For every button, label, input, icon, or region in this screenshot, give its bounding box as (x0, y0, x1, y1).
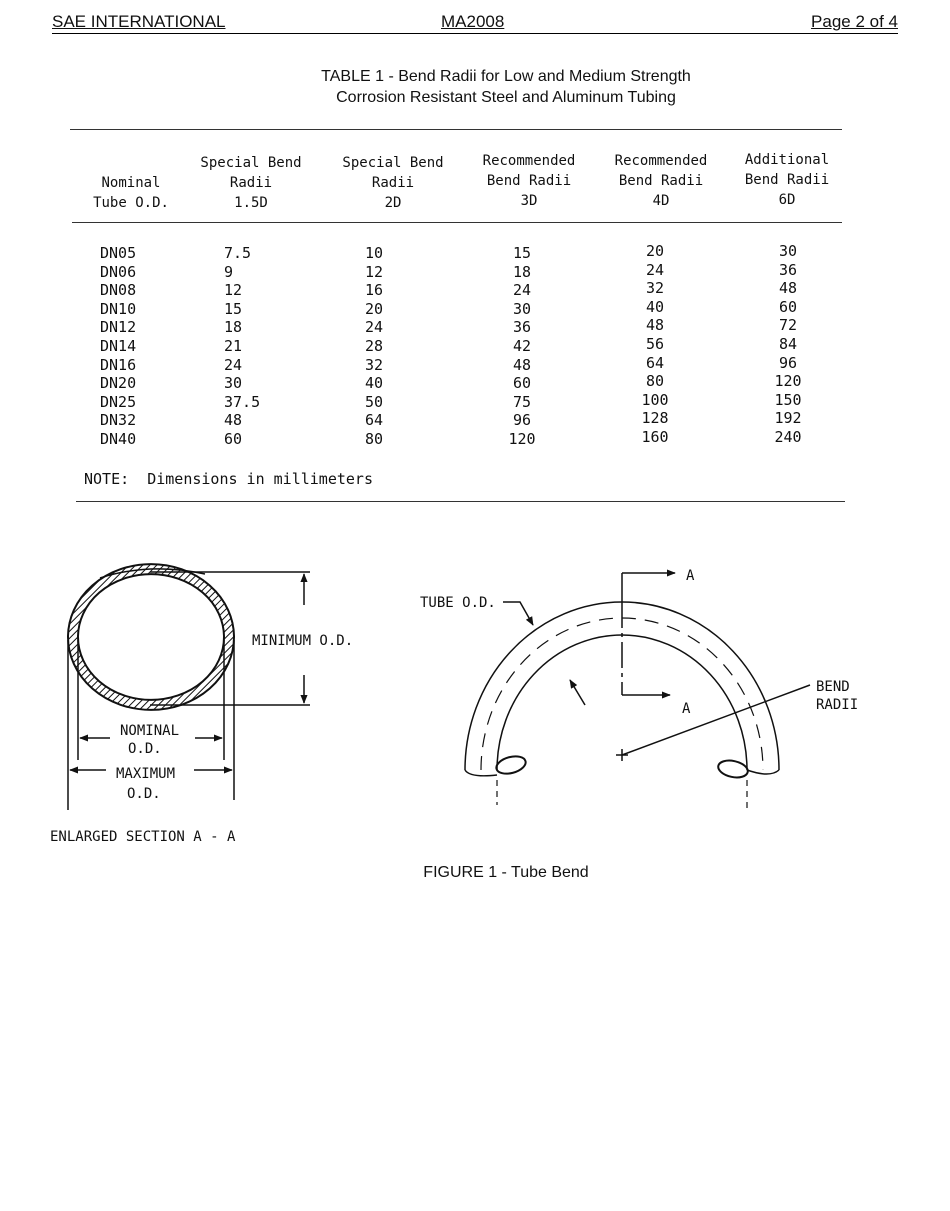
tube-end-left (494, 753, 527, 776)
table-cell: DN40 (100, 429, 137, 448)
table-cell: 12 (224, 281, 243, 300)
column-header-2d: Special Bend Radii 2D (342, 155, 444, 211)
table-cell: DN25 (100, 392, 137, 411)
table-cell: 48 (645, 316, 665, 335)
note-text: Dimensions in millimeters (147, 470, 373, 488)
table-title-line2: Corrosion Resistant Steel and Aluminum Tubing (336, 89, 676, 106)
table-cell: 40 (364, 374, 384, 393)
table-cell: 24 (645, 260, 665, 279)
nominal-label-1: NOMINAL (120, 723, 180, 739)
table-cell: 36 (512, 318, 532, 337)
table-cell: 50 (364, 392, 384, 411)
table-cell: DN10 (100, 299, 137, 318)
table-cell: 30 (778, 242, 798, 260)
table-cell: 120 (774, 372, 802, 391)
minimum-od-label: MINIMUM O.D. (252, 633, 354, 649)
table-cell: DN12 (100, 318, 137, 337)
table-cell: 75 (512, 392, 532, 411)
table-cell: 48 (224, 411, 243, 430)
column-header-nominal: Nominal Tube O.D. (93, 175, 169, 211)
table-cell: 120 (508, 429, 536, 448)
table-cell: DN08 (100, 281, 137, 300)
table-cell: 60 (512, 374, 532, 393)
column-header-4d: Recommended Bend Radii 4D (614, 153, 708, 209)
tube-od-label: TUBE O.D. (420, 595, 496, 611)
header-doc-id: MA2008 (441, 12, 505, 31)
table-cell: 240 (774, 427, 802, 446)
table-cell: 10 (364, 244, 384, 262)
maximum-label-2: O.D. (127, 786, 161, 802)
table-cell: 42 (512, 336, 532, 355)
table-cell: 24 (364, 318, 384, 337)
table-cell: DN05 (100, 244, 137, 262)
table-cell: 18 (512, 262, 532, 281)
table-cell: 60 (224, 429, 243, 448)
table-cell: 32 (645, 279, 665, 298)
table-cell: 36 (778, 260, 798, 279)
table-cell: 192 (774, 409, 802, 428)
table-cell: DN06 (100, 262, 137, 281)
table-cell: 37.5 (224, 392, 261, 411)
table-cell: 16 (364, 281, 384, 300)
table-cell: DN32 (100, 411, 137, 430)
table-cell: 48 (512, 355, 532, 374)
table-cell: 24 (224, 355, 243, 374)
table-cell: 48 (778, 279, 798, 298)
table-cell: 64 (364, 411, 384, 430)
table-cell: 28 (364, 336, 384, 355)
table-cell: 30 (224, 374, 243, 393)
section-mark-top: A (686, 568, 695, 584)
table-cell: 128 (641, 409, 669, 428)
column-header-3d: Recommended Bend Radii 3D (482, 153, 576, 209)
table-cell: 20 (364, 299, 384, 318)
table-cell: 150 (774, 390, 802, 409)
table-cell: 15 (224, 299, 243, 318)
table-cell: 100 (641, 390, 669, 409)
table-cell: 15 (512, 244, 532, 262)
table-cell: 64 (645, 353, 665, 372)
tube-wall-section (68, 564, 234, 710)
table-cell: 72 (778, 316, 798, 335)
table-cell: 9 (224, 262, 234, 281)
table-cell: 80 (364, 429, 384, 448)
table-cell: 80 (645, 372, 665, 391)
table-cell: 12 (364, 262, 384, 281)
section-mark-bottom: A (682, 701, 691, 717)
table-cell: 24 (512, 281, 532, 300)
table-cell: 20 (645, 242, 665, 260)
table-cell: 18 (224, 318, 243, 337)
table-cell: 84 (778, 334, 798, 353)
enlarged-section-diagram (50, 564, 353, 845)
table-cell: 160 (641, 427, 669, 446)
nominal-label-2: O.D. (128, 741, 162, 757)
u-bend-diagram (420, 568, 858, 808)
column-header-6d: Additional Bend Radii 6D (744, 152, 830, 208)
table-cell: DN14 (100, 336, 137, 355)
table-cell: 32 (364, 355, 384, 374)
table-title-line1: TABLE 1 - Bend Radii for Low and Medium Strength (321, 68, 691, 85)
table-cell: 40 (645, 297, 665, 316)
table-cell: DN16 (100, 355, 137, 374)
table-cell: 60 (778, 297, 798, 316)
maximum-label-1: MAXIMUM (116, 766, 176, 782)
table-cell: 7.5 (224, 244, 252, 262)
bend-radii-label-1: BEND (816, 679, 850, 695)
table-cell: 30 (512, 299, 532, 318)
figure-caption: FIGURE 1 - Tube Bend (423, 864, 589, 881)
bend-radii-label-2: RADII (816, 697, 859, 713)
header-org: SAE INTERNATIONAL (52, 12, 226, 31)
table-cell: 96 (778, 353, 798, 372)
table-cell: DN20 (100, 374, 137, 393)
tube-end-right (717, 758, 750, 780)
column-header-1-5d: Special Bend Radii 1.5D (200, 155, 302, 211)
table-cell: 96 (512, 411, 532, 430)
note-label: NOTE: (84, 470, 130, 488)
table-cell: 21 (224, 336, 243, 355)
section-title: ENLARGED SECTION A - A (50, 829, 236, 845)
table-cell: 56 (645, 334, 665, 353)
header-page-number: Page 2 of 4 (811, 12, 898, 31)
